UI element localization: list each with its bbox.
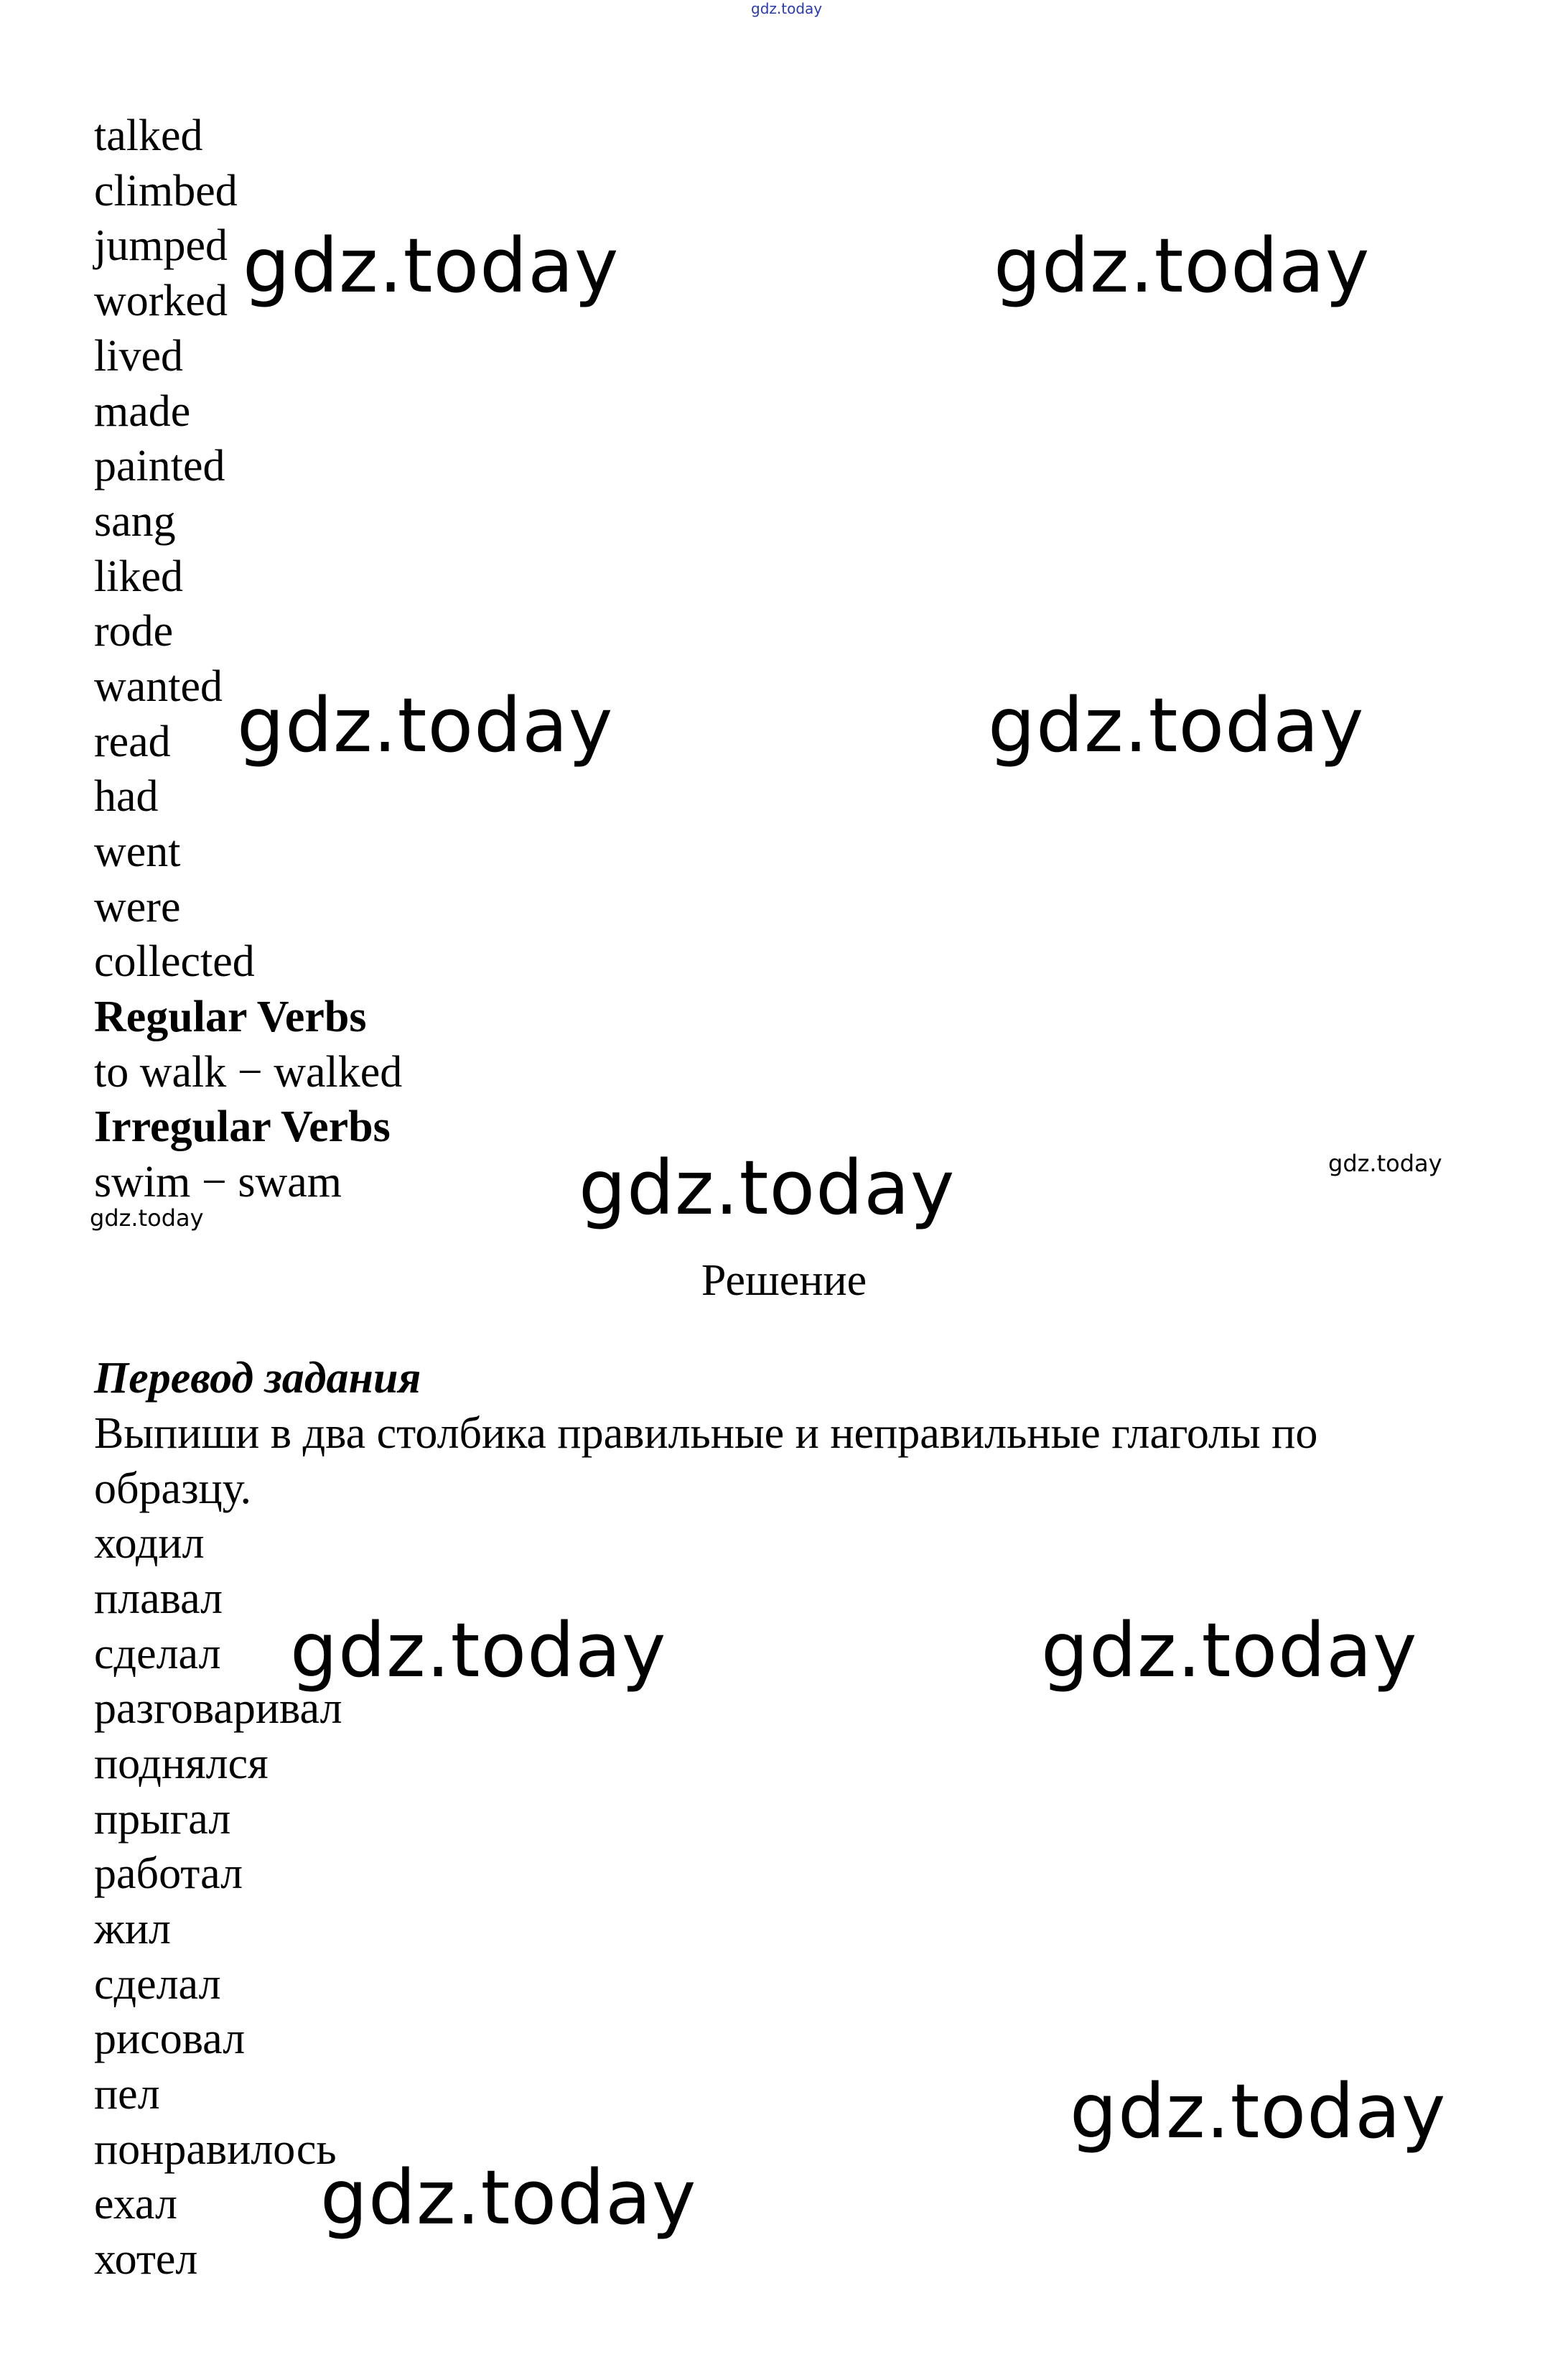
verb-item: had (94, 772, 159, 821)
solution-title: Решение (701, 1256, 867, 1305)
watermark-large: gdz.today (320, 2154, 697, 2241)
translation-word: понравилось (94, 2125, 337, 2174)
watermark-top: gdz.today (751, 0, 823, 17)
translation-word: ходил (94, 1519, 205, 1568)
translation-word: сделал (94, 1630, 221, 1678)
verb-item: collected (94, 937, 255, 986)
translation-word: рисовал (94, 2014, 246, 2063)
verb-item: lived (94, 332, 183, 381)
verb-item: rode (94, 607, 174, 656)
watermark-large: gdz.today (1041, 1607, 1418, 1694)
regular-verbs-example: to walk − walked (94, 1048, 403, 1097)
translation-text-line1: Выпиши в два столбика правильные и неправильные глаголы по (94, 1409, 1318, 1458)
irregular-verbs-heading: Irregular Verbs (94, 1102, 391, 1151)
watermark-large: gdz.today (1070, 2068, 1447, 2155)
irregular-verbs-example: swim − swam (94, 1158, 342, 1207)
watermark-large: gdz.today (237, 682, 614, 769)
verb-item: made (94, 387, 191, 436)
verb-item: liked (94, 552, 183, 601)
translation-heading: Перевод задания (94, 1354, 421, 1403)
watermark-small: gdz.today (1328, 1150, 1442, 1177)
verb-item: wanted (94, 662, 223, 711)
translation-word: пел (94, 2070, 160, 2119)
verb-item: read (94, 717, 171, 766)
translation-word: ехал (94, 2180, 177, 2228)
watermark-large: gdz.today (243, 222, 620, 310)
verb-item: talked (94, 111, 203, 160)
translation-word: жил (94, 1905, 171, 1953)
translation-word: сделал (94, 1960, 221, 2009)
verb-item: painted (94, 442, 225, 491)
verb-item: were (94, 883, 181, 931)
translation-word: разговаривал (94, 1684, 342, 1733)
translation-text-line2: образцу. (94, 1464, 252, 1513)
translation-word: хотел (94, 2235, 198, 2284)
watermark-large: gdz.today (994, 222, 1371, 310)
watermark-small: gdz.today (90, 1204, 204, 1232)
regular-verbs-heading: Regular Verbs (94, 992, 367, 1041)
translation-word: плавал (94, 1574, 223, 1623)
translation-word: поднялся (94, 1739, 269, 1788)
verb-item: sang (94, 497, 176, 546)
translation-word: работал (94, 1849, 243, 1898)
translation-word: прыгал (94, 1795, 231, 1844)
watermark-large: gdz.today (579, 1144, 956, 1232)
watermark-large: gdz.today (290, 1607, 667, 1694)
verb-item: went (94, 827, 181, 876)
verb-item: jumped (94, 221, 228, 270)
verb-item: climbed (94, 167, 238, 215)
watermark-large: gdz.today (988, 682, 1365, 769)
verb-item: worked (94, 276, 228, 325)
